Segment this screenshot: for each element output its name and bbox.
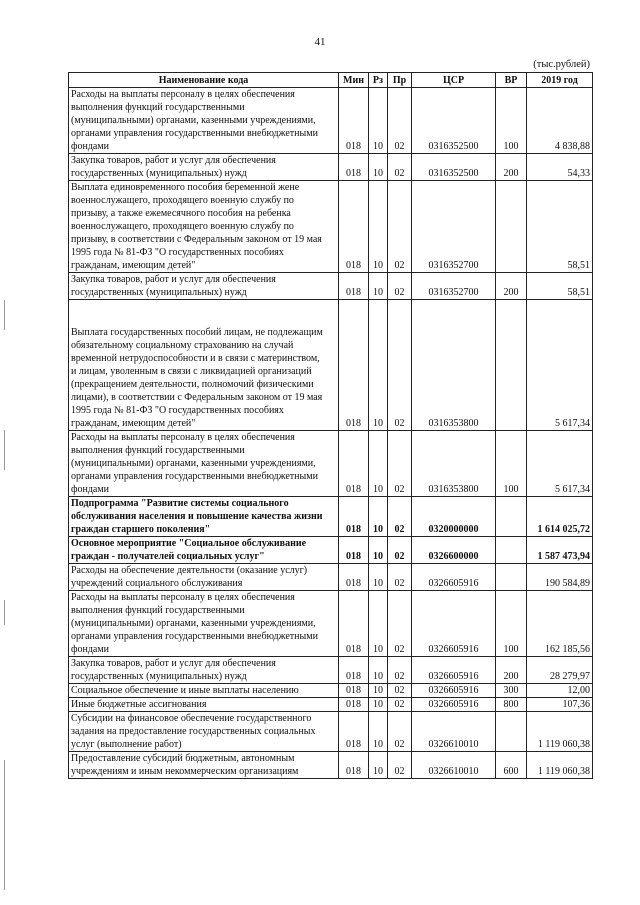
cell-min: 018 [339,88,369,154]
cell-vr [496,712,527,752]
cell-rz: 10 [369,684,388,698]
cell-name: Закупка товаров, работ и услуг для обеспечения государственных (муниципальных) нужд [69,657,339,684]
table-row [69,564,593,591]
cell-min: 018 [339,712,369,752]
cell-pr: 02 [388,684,412,698]
cell-amount: 12,00 [527,684,593,698]
cell-csr: 0326610010 [412,752,496,779]
cell-csr: 0316353800 [412,300,496,431]
cell-min: 018 [339,564,369,591]
table-row [69,181,593,273]
cell-csr: 0326610010 [412,712,496,752]
cell-amount: 5 617,34 [527,300,593,431]
cell-name: Подпрограмма "Развитие системы социального обслуживания населения и повышение качества жизни граждан старшего поколения" [69,497,339,537]
cell-vr: 200 [496,273,527,300]
cell-amount: 28 279,97 [527,657,593,684]
cell-name: Закупка товаров, работ и услуг для обеспечения государственных (муниципальных) нужд [69,273,339,300]
cell-rz: 10 [369,564,388,591]
cell-amount: 58,51 [527,181,593,273]
cell-csr: 0326600000 [412,537,496,564]
cell-amount: 54,33 [527,154,593,181]
cell-csr: 0316353800 [412,431,496,497]
table-row [69,431,593,497]
header-name: Наименование кода [69,73,339,88]
cell-name: Расходы на выплаты персоналу в целях обеспечения выполнения функций государственными (муниципальными) органами, казенными учреждениями, органами управления государственными внебюджетными фондами [69,591,339,657]
table-row [69,273,593,300]
cell-csr: 0326605916 [412,684,496,698]
cell-name: Предоставление субсидий бюджетным, автономным учреждениям и иным некоммерческим организациям [69,752,339,779]
cell-rz: 10 [369,591,388,657]
cell-vr [496,564,527,591]
cell-rz: 10 [369,273,388,300]
cell-rz: 10 [369,300,388,431]
table-row [69,497,593,537]
header-year: 2019 год [527,73,593,88]
cell-csr: 0316352500 [412,154,496,181]
cell-vr: 100 [496,431,527,497]
table-row [69,537,593,564]
cell-pr: 02 [388,431,412,497]
cell-rz: 10 [369,712,388,752]
cell-rz: 10 [369,88,388,154]
table-row [69,154,593,181]
cell-name: Выплата государственных пособий лицам, не подлежащим обязательному социальному страхованию на случай временной нетрудоспособности и в связи с материнством, и лицам, уволенным в связи с ликвидацией организаций (прекращением деятельности, полномочий физическими лицами), в соответствии с Федеральным законом от 19 мая 1995 года № 81-ФЗ "О государственных пособиях гражданам, имеющим детей" [69,300,339,431]
table-row [69,712,593,752]
cell-rz: 10 [369,537,388,564]
cell-amount: 1 614 025,72 [527,497,593,537]
cell-pr: 02 [388,88,412,154]
header-pr: Пр [388,73,412,88]
cell-pr: 02 [388,752,412,779]
cell-vr: 200 [496,657,527,684]
cell-min: 018 [339,591,369,657]
cell-pr: 02 [388,657,412,684]
cell-min: 018 [339,537,369,564]
table-row [69,698,593,712]
cell-vr [496,497,527,537]
cell-amount: 4 838,88 [527,88,593,154]
cell-amount: 1 119 060,38 [527,752,593,779]
cell-min: 018 [339,657,369,684]
cell-pr: 02 [388,497,412,537]
cell-csr: 0326605916 [412,698,496,712]
margin-mark [4,300,5,330]
cell-min: 018 [339,431,369,497]
cell-pr: 02 [388,537,412,564]
cell-min: 018 [339,273,369,300]
header-vr: ВР [496,73,527,88]
cell-amount: 162 185,56 [527,591,593,657]
cell-pr: 02 [388,712,412,752]
cell-min: 018 [339,181,369,273]
cell-name: Выплата единовременного пособия беременной жене военнослужащего, проходящего военную службу по призыву, а также ежемесячного пособия на ребенка военнослужащего, проходящего военную службу по призыву, в соответствии с Федеральным законом от 19 мая 1995 года № 81-ФЗ "О государственных пособиях гражданам, имеющим детей" [69,181,339,273]
cell-name: Закупка товаров, работ и услуг для обеспечения государственных (муниципальных) нужд [69,154,339,181]
header-csr: ЦСР [412,73,496,88]
cell-amount: 1 587 473,94 [527,537,593,564]
table-header-row [69,73,593,88]
cell-min: 018 [339,154,369,181]
cell-amount: 107,36 [527,698,593,712]
budget-table [68,72,593,779]
units-label: (тыс.рублей) [533,59,590,70]
cell-pr: 02 [388,154,412,181]
cell-name: Иные бюджетные ассигнования [69,698,339,712]
cell-csr: 0326605916 [412,564,496,591]
cell-vr: 100 [496,591,527,657]
cell-rz: 10 [369,752,388,779]
table-row [69,300,593,431]
cell-amount: 190 584,89 [527,564,593,591]
cell-csr: 0316352700 [412,273,496,300]
margin-mark [4,760,5,890]
cell-pr: 02 [388,698,412,712]
margin-mark [4,430,5,470]
cell-name: Субсидии на финансовое обеспечение государственного задания на предоставление государственных социальных услуг (выполнение работ) [69,712,339,752]
cell-min: 018 [339,698,369,712]
table-row [69,657,593,684]
cell-name: Социальное обеспечение и иные выплаты населению [69,684,339,698]
cell-csr: 0320000000 [412,497,496,537]
cell-name: Расходы на обеспечение деятельности (оказание услуг) учреждений социального обслуживания [69,564,339,591]
cell-min: 018 [339,300,369,431]
cell-min: 018 [339,497,369,537]
cell-vr [496,300,527,431]
cell-pr: 02 [388,564,412,591]
cell-pr: 02 [388,591,412,657]
cell-amount: 5 617,34 [527,431,593,497]
cell-vr: 300 [496,684,527,698]
cell-name: Основное мероприятие "Социальное обслуживание граждан - получателей социальных услуг" [69,537,339,564]
cell-vr: 800 [496,698,527,712]
cell-min: 018 [339,752,369,779]
margin-mark [4,600,5,625]
cell-rz: 10 [369,698,388,712]
table-row [69,684,593,698]
table-row [69,591,593,657]
cell-vr [496,181,527,273]
cell-vr: 100 [496,88,527,154]
cell-amount: 58,51 [527,273,593,300]
cell-rz: 10 [369,657,388,684]
cell-csr: 0326605916 [412,657,496,684]
page-number: 41 [314,36,326,48]
cell-csr: 0326605916 [412,591,496,657]
cell-csr: 0316352700 [412,181,496,273]
cell-vr: 600 [496,752,527,779]
header-min: Мин [339,73,369,88]
cell-rz: 10 [369,431,388,497]
cell-min: 018 [339,684,369,698]
cell-amount: 1 119 060,38 [527,712,593,752]
cell-rz: 10 [369,154,388,181]
table-row [69,752,593,779]
header-rz: Рз [369,73,388,88]
cell-name: Расходы на выплаты персоналу в целях обеспечения выполнения функций государственными (муниципальными) органами, казенными учреждениями, органами управления государственными внебюджетными фондами [69,431,339,497]
cell-csr: 0316352500 [412,88,496,154]
table-body [69,88,593,779]
cell-pr: 02 [388,181,412,273]
cell-rz: 10 [369,497,388,537]
cell-pr: 02 [388,300,412,431]
cell-rz: 10 [369,181,388,273]
cell-name: Расходы на выплаты персоналу в целях обеспечения выполнения функций государственными (муниципальными) органами, казенными учреждениями, органами управления государственными внебюджетными фондами [69,88,339,154]
cell-vr [496,537,527,564]
cell-pr: 02 [388,273,412,300]
cell-vr: 200 [496,154,527,181]
table-row [69,88,593,154]
